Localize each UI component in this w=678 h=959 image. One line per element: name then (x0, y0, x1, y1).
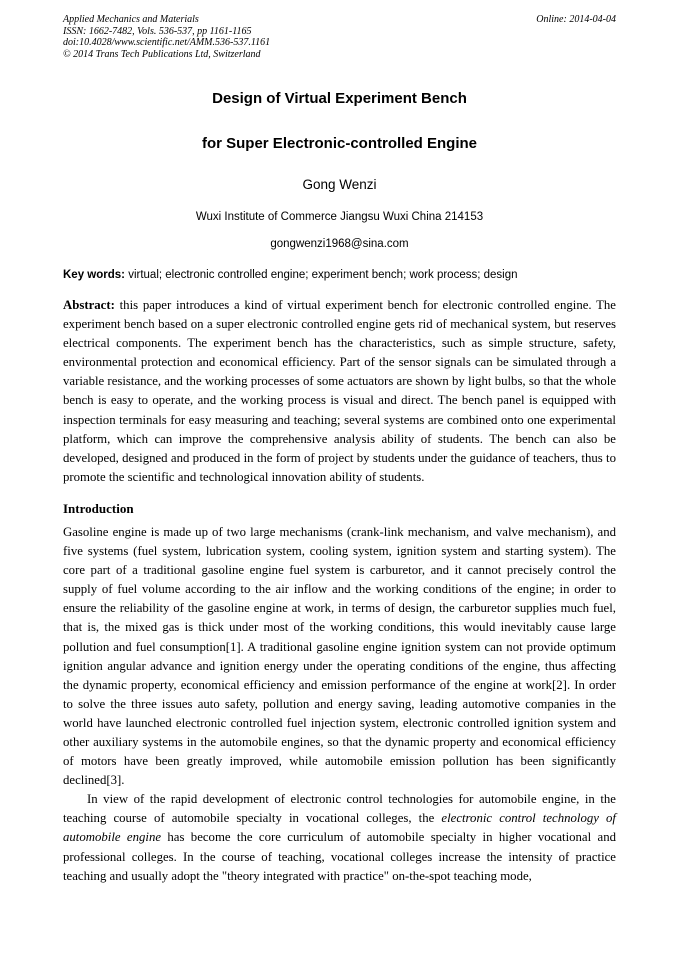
online-date: Online: 2014-04-04 (536, 14, 616, 25)
intro-paragraph-2-pre: In view of the rapid development of electronic control technologies for automobile engine, in the teaching course of automobile specialty in vocational colleges, the (63, 792, 616, 826)
abstract-label: Abstract: (63, 298, 115, 312)
keywords-label: Key words: (63, 269, 125, 281)
journal-title: Applied Mechanics and Materials (63, 14, 199, 25)
copyright-line: © 2014 Trans Tech Publications Ltd, Switzerland (63, 48, 261, 60)
section-heading-introduction: Introduction (63, 500, 134, 516)
issn-line: ISSN: 1662-7482, Vols. 536-537, pp 1161-1165 (63, 25, 252, 37)
keywords-text: virtual; electronic controlled engine; experiment bench; work process; design (128, 269, 518, 281)
intro-paragraph-1: Gasoline engine is made up of two large mechanisms (crank-link mechanism, and valve mechanism), and five systems (fuel system, lubrication system, cooling system, ignition system and starting system). The core part of a traditional gasoline engine fuel system is carburetor, and it cannot precisely control the supply of fuel volume according to the air inflow and the working conditions of the engine; in order to ensure the reliability of the gasoline engine at work, in terms of design, the carburetor supplies much fuel, that is, the mixed gas is thick under most of the working conditions, this would inevitably cause large pollution and fuel consumption[1]. A traditional gasoline engine ignition system can not provide optimum ignition angular advance and ignition energy under the operating conditions of the engine, thus affecting the dynamic property, economical efficiency and emission performance of the engine at work[2]. In order to solve the three issues auto safety, pollution and energy saving, leading automotive companies in the world have launched electronic controlled fuel injection system, electronic controlled ignition system and other auxiliary systems in the automobile engines, so that the dynamic property and economical efficiency of motors have been greatly improved, while automobile emission pollution has been significantly declined[3]. (63, 524, 616, 788)
paper-title-line2: for Super Electronic-controlled Engine (201, 135, 478, 152)
paper-title-line1: Design of Virtual Experiment Bench (212, 90, 467, 107)
keywords-line (63, 269, 616, 281)
intro-paragraph-2 (63, 790, 616, 885)
journal-header-left (63, 14, 270, 60)
intro-paragraph-2-post: has become the core curriculum of automobile specialty in higher vocational and professional colleges. In the course of teaching, vocational colleges increase the intensity of practice teaching and usually adopt the "theory integrated with practice" on-the-spot teaching mode, (63, 830, 616, 883)
author-email: gongwenzi1968@sina.com (270, 238, 409, 250)
abstract-paragraph (63, 296, 616, 487)
doi-line: doi:10.4028/www.scientific.net/AMM.536-537.1161 (63, 37, 271, 48)
intro-paragraph-2-italic-phrase: electronic control technology of automobile engine (63, 811, 616, 845)
journal-header (63, 14, 616, 60)
author-name: Gong Wenzi (302, 177, 377, 192)
author-affiliation: Wuxi Institute of Commerce Jiangsu Wuxi China 214153 (195, 211, 484, 223)
abstract-text: this paper introduces a kind of virtual experiment bench for electronic controlled engine. The experiment bench based on a super electronic controlled engine gets rid of mechanical system, but reserves electrical components. The experiment bench has the characteristics, such as simple structure, safety, environmental protection and economical efficiency. Part of the sensor signals can be simulated through a variable resistance, and the working processes of some actuators are shown by light bulbs, so that the whole bench is easy to operate, and the working process is visual and direct. The bench panel is equipped with inspection terminals for easy measuring and teaching; several systems are combined onto one experimental platform, which can improve the comprehensive analysis ability of students. The bench can also be developed, designed and produced in the form of project by students under the guidance of teachers, thus to promote the scientific and technological innovation ability of students. (63, 298, 616, 484)
